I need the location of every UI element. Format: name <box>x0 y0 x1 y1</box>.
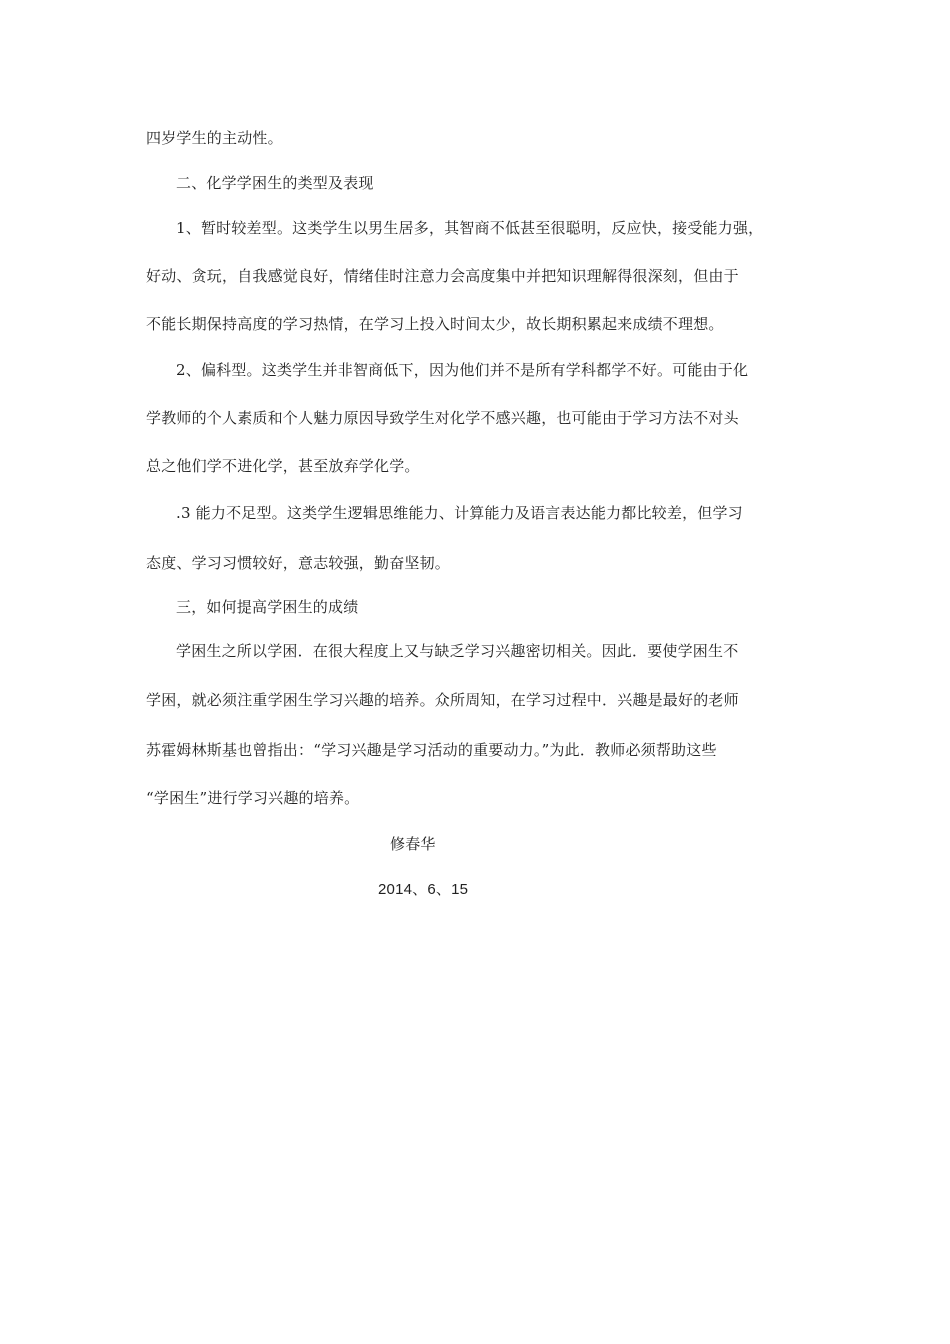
date: 2014、6、15 <box>378 881 469 898</box>
paragraph-line: 态度、学习习惯较好，意志较强，勤奋坚韧。 <box>146 554 451 572</box>
paragraph-line: 总之他们学不进化学，甚至放弃学化学。 <box>146 457 420 475</box>
section-heading-3: 三，如何提高学困生的成绩 <box>176 598 359 616</box>
paragraph-line: 学教师的个人素质和个人魅力原因导致学生对化学不感兴趣，也可能由于学习方法不对头 <box>146 409 739 427</box>
paragraph-line: 四岁学生的主动性。 <box>146 129 283 147</box>
paragraph-line: 学困生之所以学困．在很大程度上又与缺乏学习兴趣密切相关。因此．要使学困生不 <box>176 642 739 660</box>
signature: 修春华 <box>390 835 436 853</box>
paragraph-line: 好动、贪玩，自我感觉良好，情绪佳时注意力会高度集中并把知识理解得很深刻，但由于 <box>146 267 739 285</box>
paragraph-line: .3 能力不足型。这类学生逻辑思维能力、计算能力及语言表达能力都比较差，但学习 <box>176 504 743 522</box>
paragraph-line: 苏霍姆林斯基也曾指出：“学习兴趣是学习活动的重要动力。”为此．教师必须帮助这些 <box>146 741 717 759</box>
paragraph-line: 学困，就必须注重学困生学习兴趣的培养。众所周知，在学习过程中．兴趣是最好的老师 <box>146 691 739 709</box>
paragraph-line: 不能长期保持高度的学习热情，在学习上投入时间太少，故长期积累起来成绩不理想。 <box>146 315 724 333</box>
paragraph-line: 1、暂时较差型。这类学生以男生居多，其智商不低甚至很聪明，反应快，接受能力强， <box>176 219 764 237</box>
paragraph-line: “学困生”进行学习兴趣的培养。 <box>146 789 360 807</box>
section-heading-2: 二、化学学困生的类型及表现 <box>176 174 374 192</box>
paragraph-line: 2、偏科型。这类学生并非智商低下，因为他们并不是所有学科都学不好。可能由于化 <box>176 361 749 379</box>
